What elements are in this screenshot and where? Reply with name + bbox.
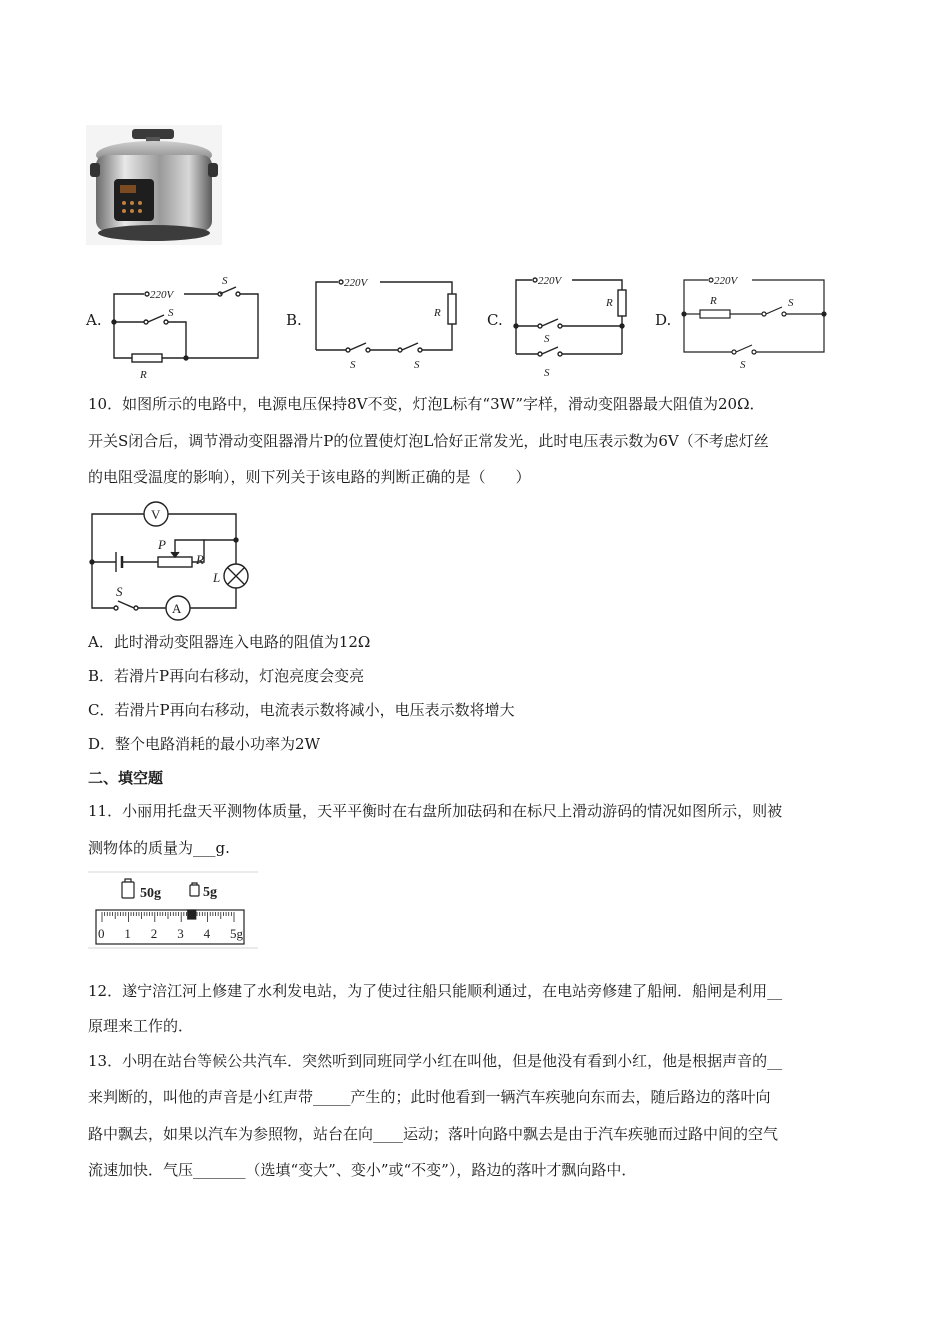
ruler-tick-label: 5g: [230, 926, 243, 941]
section-title: 二、填空题: [88, 769, 164, 787]
svg-text:R: R: [434, 307, 441, 319]
circuit-b-diagram: [310, 272, 464, 382]
q11-line2: 测物体的质量为___g.: [88, 839, 230, 857]
rice-cooker-image: [86, 125, 222, 245]
svg-text:L: L: [213, 570, 221, 585]
svg-text:R: R: [140, 369, 147, 381]
q10-stem-line3: 的电阻受温度的影响），则下列关于该电路的判断正确的是（ ）: [88, 468, 531, 486]
svg-text:220V: 220V: [344, 277, 368, 289]
svg-text:S: S: [788, 297, 794, 309]
q10-stem-line1: 10．如图所示的电路中，电源电压保持8V不变，灯泡L标有“3W”字样，滑动变阻器最大阻值为20Ω．: [88, 395, 765, 413]
q10-stem-line2: 开关S闭合后，调节滑动变阻器滑片P的位置使灯泡L恰好正常发光，此时电压表示数为6V（不考虑灯丝: [88, 432, 769, 450]
svg-text:S: S: [414, 359, 420, 371]
q10-option-c[interactable]: C．若滑片P再向右移动，电流表示数将减小，电压表示数将增大: [88, 701, 515, 719]
q11-line1: 11．小丽用托盘天平测物体质量，天平平衡时在右盘所加砝码和在标尺上滑动游码的情况如图所示，则被: [88, 802, 783, 820]
svg-text:50g: 50g: [140, 886, 161, 901]
svg-text:R: R: [196, 552, 204, 567]
svg-text:220V: 220V: [714, 275, 738, 287]
circuit-d-diagram: [678, 272, 834, 372]
q9-option-a-label: A.: [86, 311, 102, 329]
ruler-tick-label: 0: [98, 926, 105, 941]
ruler-rider: [188, 910, 196, 919]
q13-line3: 路中飘去，如果以汽车为参照物，站台在向____运动；落叶向路中飘去是由于汽车疾驰而过路中间的空气: [88, 1125, 779, 1143]
svg-text:S: S: [544, 333, 550, 345]
svg-text:S: S: [116, 584, 123, 599]
svg-text:220V: 220V: [538, 275, 562, 287]
circuit-c-diagram: [510, 272, 630, 382]
q10-option-a[interactable]: A．此时滑动变阻器连入电路的阻值为12Ω: [88, 633, 371, 651]
svg-text:S: S: [740, 359, 746, 371]
svg-text:A: A: [172, 601, 182, 616]
svg-text:R: R: [710, 295, 717, 307]
circuit-a-diagram: [108, 272, 262, 382]
q10-option-b[interactable]: B．若滑片P再向右移动，灯泡亮度会变亮: [88, 667, 365, 685]
ruler-minor-ticks: [102, 912, 234, 922]
q13-line4: 流速加快．气压_______（选填“变大”、变小”或“不变”），路边的落叶才飘向路中．: [88, 1161, 637, 1179]
balance-scale-figure: [86, 870, 260, 950]
q12-line1: 12．遂宁涪江河上修建了水利发电站，为了使过往船只能顺利通过，在电站旁修建了船闸．船闸是利用__: [88, 982, 783, 1000]
q12-line2: 原理来工作的．: [88, 1017, 194, 1035]
svg-text:R: R: [606, 297, 613, 309]
q10-option-d[interactable]: D．整个电路消耗的最小功率为2W: [88, 735, 320, 753]
svg-text:5g: 5g: [203, 885, 217, 900]
q13-line2: 来判断的，叫他的声音是小红声带_____产生的；此时他看到一辆汽车疾驰向东而去，随后路边的落叶向: [88, 1088, 771, 1106]
ruler-tick-label: 3: [177, 926, 184, 941]
svg-text:S: S: [350, 359, 356, 371]
q9-option-c-label: C.: [487, 311, 503, 329]
svg-text:V: V: [151, 507, 161, 522]
svg-text:S: S: [544, 367, 550, 379]
q13-line1: 13．小明在站台等候公共汽车．突然听到同班同学小红在叫他，但是他没有看到小红，他是根据声音的__: [88, 1052, 783, 1070]
ruler-tick-label: 4: [203, 926, 211, 941]
q10-circuit-diagram: [86, 500, 256, 626]
q9-option-d-label: D.: [655, 311, 672, 329]
ruler-tick-label: 1: [124, 926, 131, 941]
svg-text:S: S: [168, 307, 174, 319]
q9-option-b-label: B.: [286, 311, 302, 329]
svg-text:S: S: [222, 275, 228, 287]
svg-text:220V: 220V: [150, 289, 174, 301]
svg-text:P: P: [158, 537, 166, 552]
ruler-tick-label: 2: [150, 926, 158, 941]
